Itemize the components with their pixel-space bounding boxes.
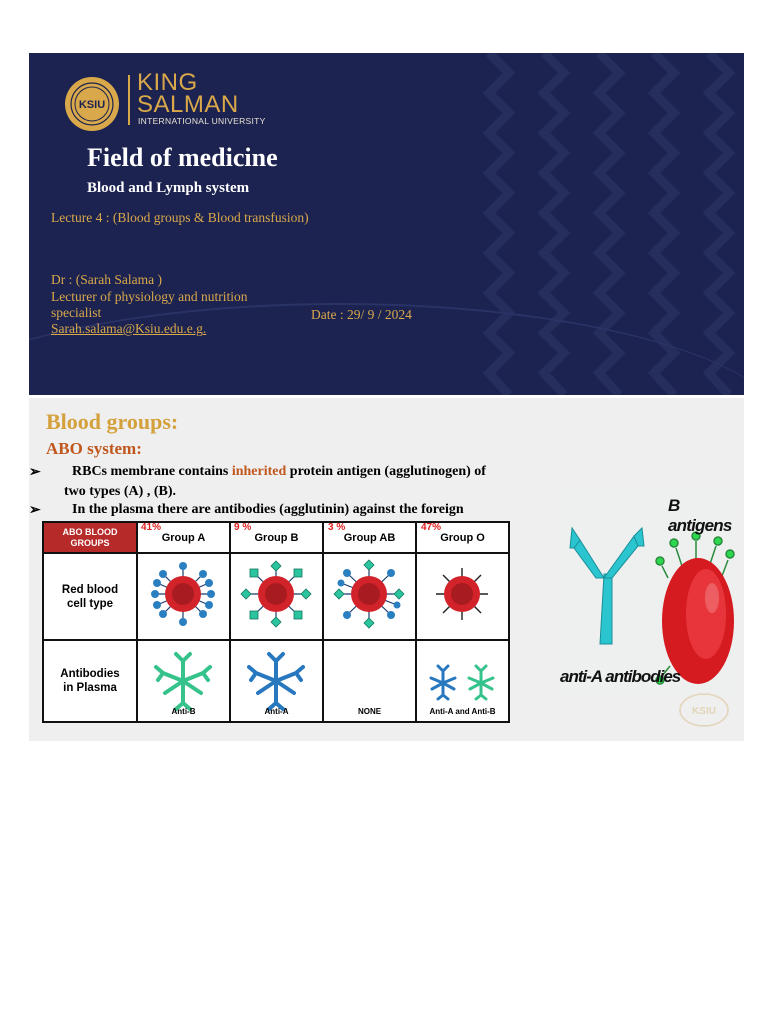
bullet-1-highlight: inherited <box>231 464 287 479</box>
rbc-group-a-cell <box>137 553 230 640</box>
group-ab-name: Group AB <box>343 531 396 544</box>
rbc-row-label <box>43 553 137 640</box>
logo-text-salman: SALMAN <box>137 91 239 118</box>
bullet-1-text <box>72 464 486 480</box>
antibody-antigen-illustration <box>556 486 738 697</box>
anti-a-and-anti-b-antibody-icon <box>417 649 508 713</box>
table-header-row <box>43 522 509 553</box>
rbc-a-antigen-icon <box>138 554 229 634</box>
email-text: Sarah.salama@Ksiu.edu.e.g <box>51 321 203 336</box>
group-a-header <box>137 522 230 553</box>
section-title: Blood groups: <box>46 409 179 434</box>
rbc-ab-antigen-icon <box>324 554 415 634</box>
antibody-b-label: Anti-A <box>264 707 289 716</box>
ksiu-watermark-logo <box>679 693 729 727</box>
group-b-percent: 9 % <box>234 522 252 533</box>
bullet-arrow-icon: ➢ <box>29 503 41 518</box>
lecture-title: Lecture 4 : (Blood groups & Blood transfusion) <box>51 210 309 225</box>
rbc-label-line1: Red blood <box>61 583 119 596</box>
bullet-1-line2: two types (A) , (B). <box>64 484 176 499</box>
antibodies-row-label <box>43 640 137 722</box>
title-slide <box>29 53 744 395</box>
rbc-group-ab-cell <box>323 553 416 640</box>
group-o-name: Group O <box>440 531 485 544</box>
antibodies-label-line2: in Plasma <box>63 682 117 694</box>
antibody-group-a-cell <box>137 640 230 722</box>
rbc-b-antigen-icon <box>231 554 322 634</box>
antibody-ab-label: NONE <box>357 707 382 716</box>
svg-text:KSIU: KSIU <box>78 99 106 111</box>
slide-title: Field of medicine <box>87 143 278 172</box>
group-ab-header <box>323 522 416 553</box>
table-row-rbc <box>43 553 509 640</box>
group-b-name: Group B <box>254 531 299 544</box>
bullet-arrow-icon: ➢ <box>29 465 41 480</box>
antibody-o-label: Anti-A and Anti-B <box>429 707 496 716</box>
university-seal-logo <box>63 75 121 133</box>
rbc-o-no-antigen-icon <box>417 554 508 634</box>
email-suffix: . <box>202 321 207 336</box>
anti-b-antibody-icon <box>138 649 229 713</box>
lecturer-name: Dr : (Sarah Salama ) <box>51 272 162 287</box>
group-ab-percent: 3 % <box>328 522 346 533</box>
antibody-group-b-cell <box>230 640 323 722</box>
lecturer-role-line2: specialist <box>51 305 102 320</box>
antibodies-label-line1: Antibodies <box>60 668 120 680</box>
watermark-text: KSIU <box>692 706 716 717</box>
rbc-group-b-cell <box>230 553 323 640</box>
corner-line2: GROUPS <box>70 537 110 548</box>
section-subtitle: ABO system: <box>46 439 142 458</box>
blood-groups-slide <box>29 398 744 741</box>
lecturer-email-link[interactable] <box>51 321 206 337</box>
bullet-2-text: In the plasma there are antibodies (agglutinin) against the foreign <box>72 502 464 517</box>
antibody-group-o-cell <box>416 640 509 722</box>
group-a-percent: 41% <box>141 522 162 533</box>
corner-line1: ABO BLOOD <box>62 526 118 537</box>
lecture-date: Date : 29/ 9 / 2024 <box>311 307 412 322</box>
logo-text-university: INTERNATIONAL UNIVERSITY <box>138 116 266 126</box>
antibody-group-ab-cell <box>323 640 416 722</box>
table-row-antibodies <box>43 640 509 722</box>
bullet-1-before: RBCs membrane contains <box>72 464 232 479</box>
b-antigens-label: B antigens <box>668 496 732 535</box>
group-a-name: Group A <box>161 531 206 544</box>
logo-text-king: KING <box>137 69 198 96</box>
rbc-group-o-cell <box>416 553 509 640</box>
group-b-header <box>230 522 323 553</box>
antibody-a-label: Anti-B <box>171 707 196 716</box>
bullet-1-after: protein antigen (agglutinogen) of <box>286 464 486 479</box>
table-corner-cell <box>43 522 137 553</box>
slide-subtitle: Blood and Lymph system <box>87 180 250 196</box>
anti-a-antibodies-label: anti-A antibodies <box>560 667 681 686</box>
logo-divider <box>128 75 130 125</box>
anti-a-antibody-icon <box>231 649 322 713</box>
group-o-header <box>416 522 509 553</box>
abo-blood-groups-table <box>42 521 510 723</box>
lecturer-role-line1: Lecturer of physiology and nutrition <box>51 289 248 304</box>
rbc-label-line2: cell type <box>66 597 114 610</box>
group-o-percent: 47% <box>421 522 442 533</box>
